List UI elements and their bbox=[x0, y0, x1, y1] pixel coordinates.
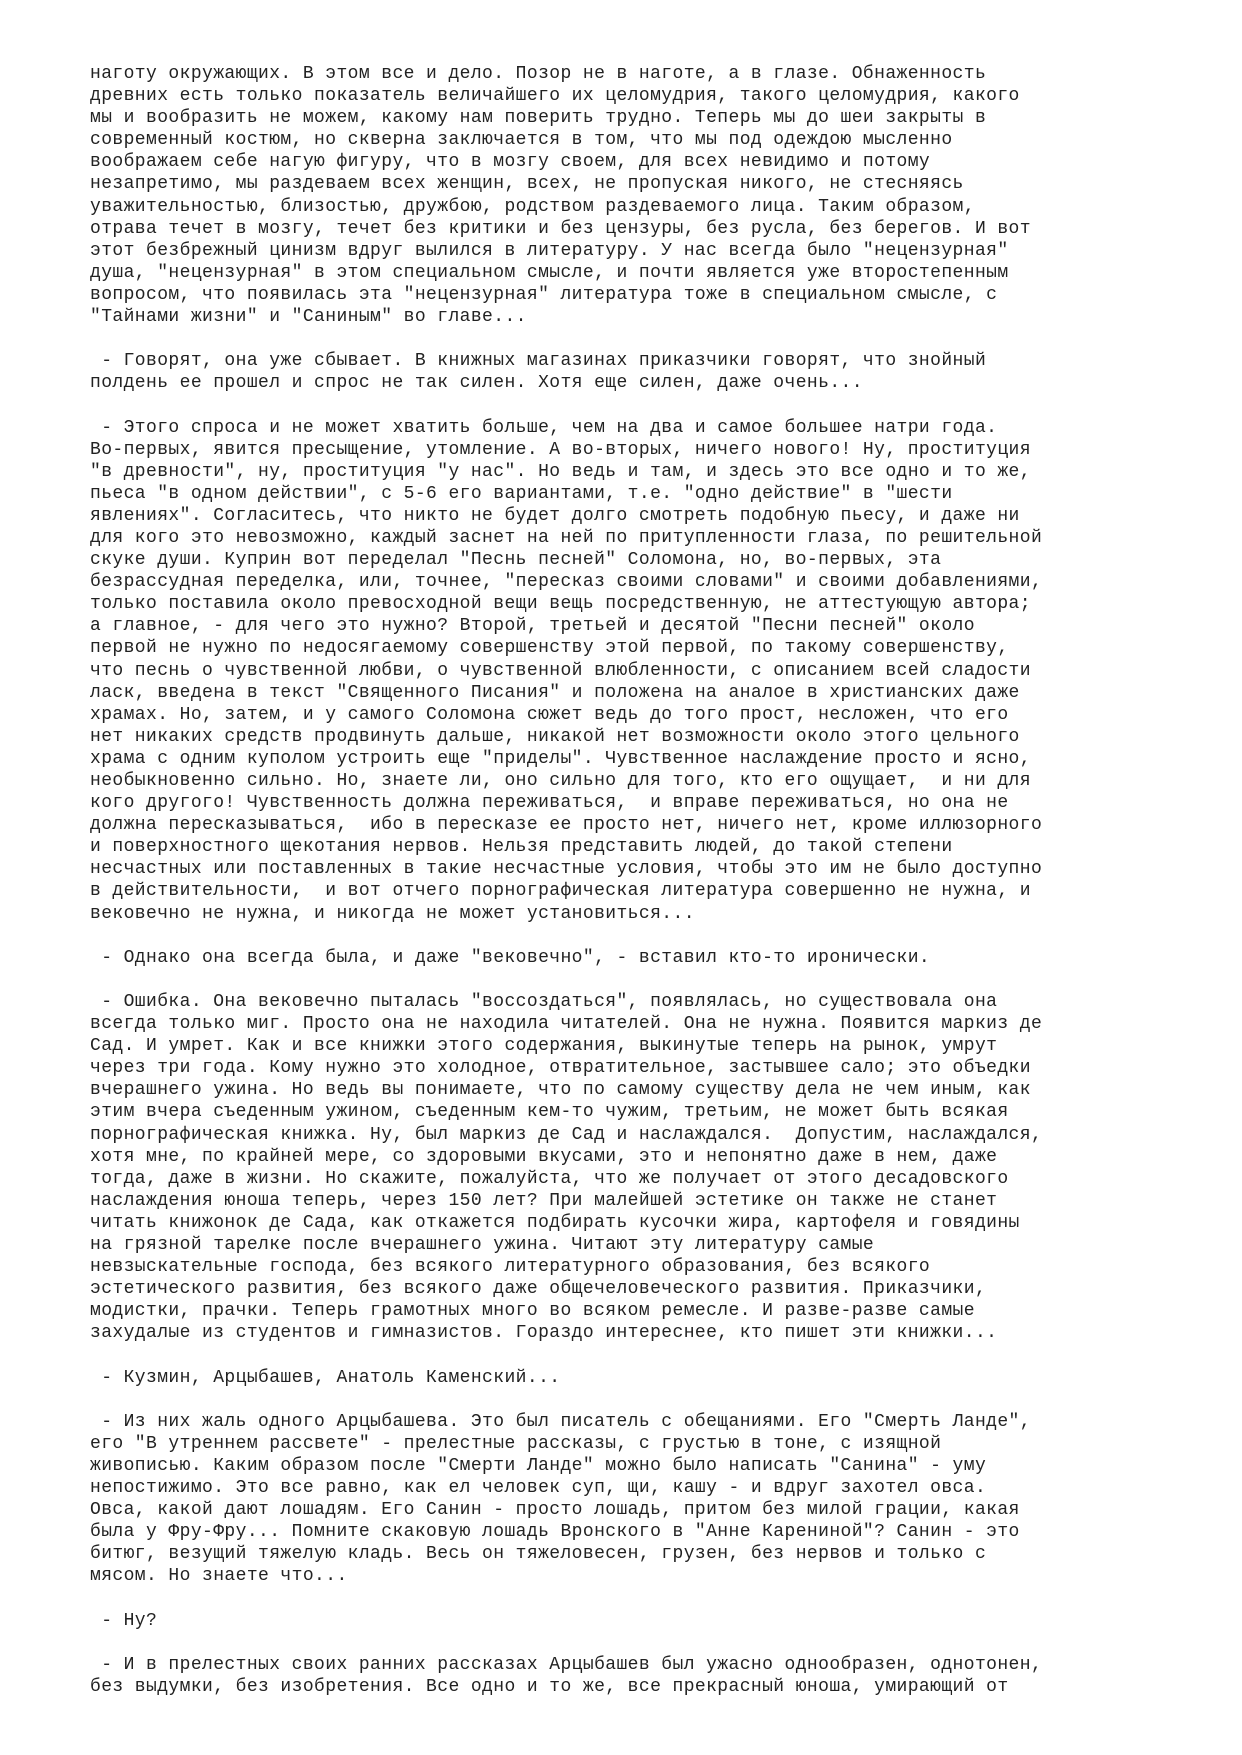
paragraph-4: - Однако она всегда была, и даже "вековечно", - вставил кто-то иронически. bbox=[90, 947, 931, 968]
paragraph-7: - Из них жаль одного Арцыбашева. Это был писатель с обещаниями. Его "Смерть Ланде", его "В утреннем рассвете" - прелестные рассказы, с грустью в тоне, с изящной живописью. Каким образом после "Смерти Ланде" можно было написать "Санина" - уму непостижимо. Это все равно, как ел человек суп, щи, кашу - и вдруг захотел овса. Овса, какой дают лошадям. Его Санин - просто лошадь, притом без милой грации, какая была у Фру-Фру... Помните скаковую лошадь Вронского в "Анне Карениной"? Санин - это битюг, везущий тяжелую кладь. Весь он тяжеловесен, грузен, без нервов и только с мясом. Но знаете что... bbox=[90, 1411, 1031, 1587]
paragraph-2: - Говорят, она уже сбывает. В книжных магазинах приказчики говорят, что знойный полдень ее прошел и спрос не так силен. Хотя еще силен, даже очень... bbox=[90, 351, 987, 394]
paragraph-5: - Ошибка. Она вековечно пыталась "воссоздаться", появлялась, но существовала она всегда только миг. Просто она не находила читателей. Она не нужна. Появится маркиз де Сад. И умрет. Как и все книжки этого содержания, выкинутые теперь на рынок, умрут через три года. Кому нужно это холодное, отвратительное, застывшее сало; это объедки вчерашнего ужина. Но ведь вы понимаете, что по самому существу дела не чем иным, как этим вчера съеденным ужином, съеденным кем-то чужим, третьим, не может быть всякая порнографическая книжка. Ну, был маркиз де Сад и наслаждался. Допустим, наслаждался, хотя мне, по крайней мере, со здоровыми вкусами, это и непонятно даже в нем, даже тогда, даже в жизни. Но скажите, пожалуйста, что же получает от этого десадовского наслаждения юноша теперь, через 150 лет? При малейшей эстетике он также не станет читать книжонок де Сада, как откажется подбирать кусочки жира, картофеля и говядины на грязной тарелке после вчерашнего ужина. Читают эту литературу самые невзыскательные господа, без всякого литературного образования, без всякого эстетического развития, без всякого даже общечеловеческого развития. Приказчики, модистки, прачки. Теперь грамотных много во всяком ремесле. И разве-разве самые захудалые из студентов и гимназистов. Гораздо интереснее, кто пишет эти книжки... bbox=[90, 991, 1043, 1344]
paragraph-6: - Кузмин, Арцыбашев, Анатоль Каменский... bbox=[90, 1367, 561, 1388]
paragraph-3: - Этого спроса и не может хватить больше, чем на два и самое большее натри года. Во-первых, явится пресыщение, утомление. А во-вторых, ничего нового! Ну, проституция "в древности", ну, проституция "у нас". Но ведь и там, и здесь это все одно и то же, пьеса "в одном действии", с 5-6 его вариантами, т.е. "одно действие" в "шести явлениях". Согласитесь, что никто не будет долго смотреть подобную пьесу, и даже ни для кого это невозможно, каждый заснет на ней по притупленности глаза, по решительной скуке души. Куприн вот переделал "Песнь песней" Соломона, но, во-первых, эта безрассудная переделка, или, точнее, "пересказ своими словами" и своими добавлениями, только поставила около превосходной вещи вещь посредственную, не аттестующую автора; а главное, - для чего это нужно? Второй, третьей и десятой "Песни песней" около первой не нужно по недосягаемому совершенству этой первой, по такому совершенству, что песнь о чувственной любви, о чувственной влюбленности, с описанием всей сладости ласк, введена в текст "Священного Писания" и положена на аналое в христианских даже храмах. Но, затем, и у самого Соломона сюжет ведь до того прост, несложен, что его нет никаких средств продвинуть дальше, никакой нет возможности около этого цельного храма с одним куполом устроить еще "приделы". Чувственное наслаждение просто и ясно, необыкновенно сильно. Но, знаете ли, оно сильно для того, кто его ощущает, и ни для кого другого! Чувственность должна переживаться, и вправе переживаться, но она не должна пересказываться, ибо в пересказе ее просто нет, ничего нет, кроме иллюзорного и поверхностного щекотания нервов. Нельзя представить людей, до такой степени несчастных или поставленных в такие несчастные условия, чтобы это им не было доступно в действительности, и вот отчего порнографическая литература совершенно не нужна, и вековечно не нужна, и никогда не может установиться... bbox=[90, 417, 1043, 924]
paragraph-1: наготу окружающих. В этом все и дело. Позор не в наготе, а в глазе. Обнаженность древних есть только показатель величайшего их целомудрия, такого целомудрия, какого мы и вообразить не можем, какому нам поверить трудно. Теперь мы до шеи закрыты в современный костюм, но скверна заключается в том, что мы под одеждою мысленно воображаем себе нагую фигуру, что в мозгу своем, для всех невидимо и потому незапретимо, мы раздеваем всех женщин, всех, не пропуская никого, не стесняясь уважительностью, близостью, дружбою, родством раздеваемого лица. Таким образом, отрава течет в мозгу, течет без критики и без цензуры, без русла, без берегов. И вот этот безбрежный цинизм вдруг вылился в литературу. У нас всегда было "нецензурная" душа, "нецензурная" в этом специальном смысле, и почти является уже второстепенным вопросом, что появилась эта "нецензурная" литература тоже в специальном смысле, с "Тайнами жизни" и "Саниным" во главе... bbox=[90, 64, 1031, 328]
document-page bbox=[90, 63, 1190, 1720]
paragraph-8: - Ну? bbox=[90, 1610, 158, 1631]
paragraph-9: - И в прелестных своих ранних рассказах Арцыбашев был ужасно однообразен, однотонен, без выдумки, без изобретения. Все одно и то же, все прекрасный юноша, умирающий от bbox=[90, 1654, 1043, 1697]
